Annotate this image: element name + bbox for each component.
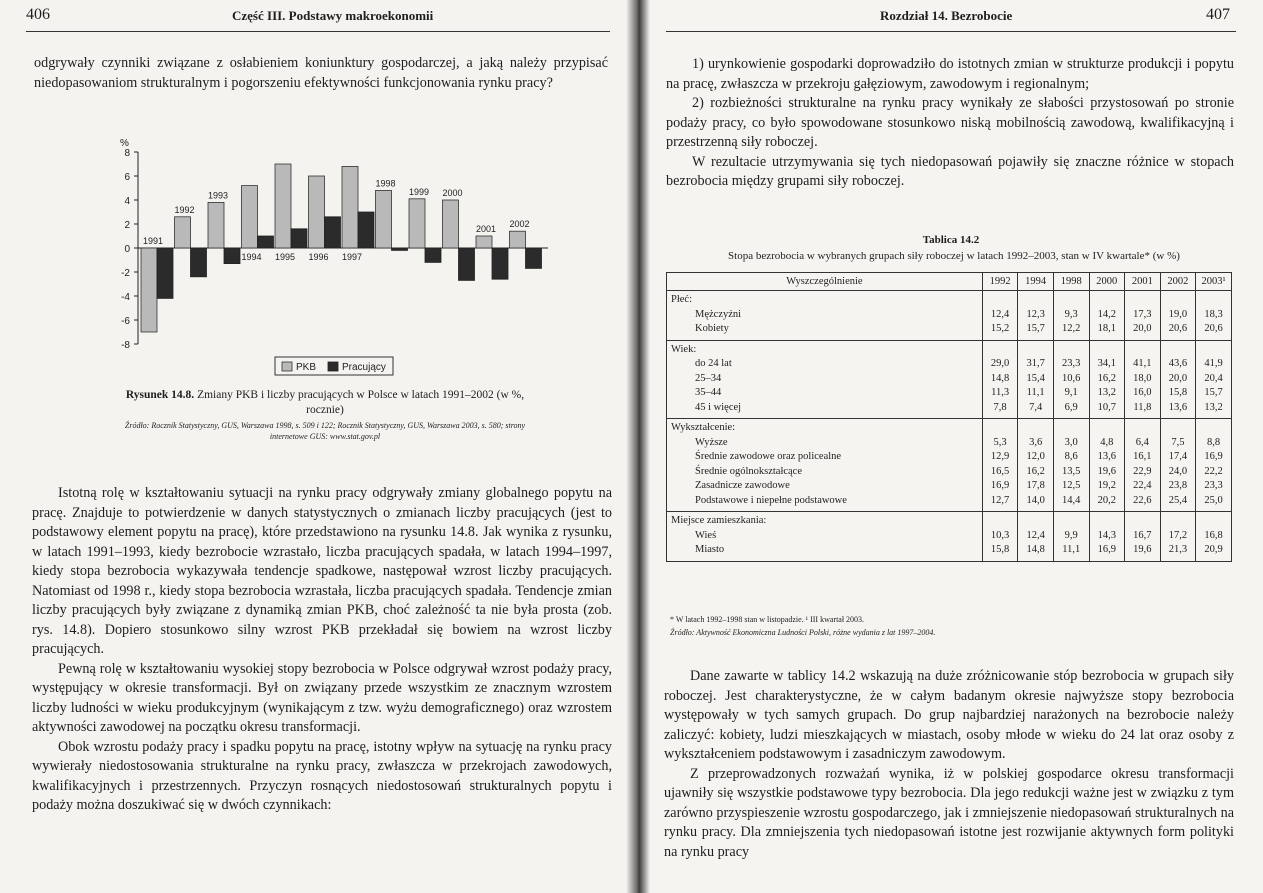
bar-pkb [476, 236, 492, 248]
value-cell [1053, 340, 1089, 419]
cell-value: 7,4 [1029, 401, 1043, 413]
column-header: 1992 [982, 273, 1018, 291]
bar-pkb [275, 164, 291, 248]
row-label: Miasto [695, 544, 725, 555]
row-label: Mężczyźni [695, 308, 742, 320]
cell-value: 9,3 [1064, 308, 1078, 320]
cell-value: 18,0 [1133, 372, 1152, 384]
y-tick-label: -8 [121, 340, 130, 351]
value-cell [1125, 512, 1161, 562]
cell-value: 9,9 [1064, 529, 1078, 541]
group-title: Wykształcenie: [671, 422, 736, 433]
cell-value: 14,0 [1026, 494, 1045, 506]
cell-value: 11,1 [1026, 387, 1045, 398]
cell-value: 12,4 [1026, 529, 1045, 541]
column-header: 1998 [1053, 273, 1089, 291]
cell-value: 16,5 [990, 465, 1010, 477]
cell-value: 14,3 [1097, 529, 1116, 541]
cell-value: 25,4 [1168, 494, 1188, 506]
paragraph: Z przeprowadzonych rozważań wynika, iż w polskiej gospodarce okresu transformacji ujawniły się wszystkie podstawowe typy bezrobocia. Dla jego redukcji ważne jest w związku z tym zarówno przyspieszenie wzrostu gospodarczego, jak i zmniejszenie niedopasowań strukturalnych na rynku pracy. Dla zmniejszenia tych niedopasowań istotne jest rozwijanie aktywnych form polityki na rynku pracy [664, 765, 1234, 860]
cell-value: 17,2 [1168, 529, 1188, 541]
value-cell [1053, 512, 1089, 562]
cell-value: 15,7 [1026, 323, 1045, 334]
figure-caption-label: Rysunek 14.8. [125, 389, 195, 401]
row-label: Wyższe [695, 436, 728, 448]
cell-value: 13,2 [1204, 401, 1223, 413]
list-item: 2) rozbieżności strukturalne na rynku pracy wynikały ze słabości przystosowań po stronie podaży pracy, co było spowodowane stosunkowo niską mobilnością zawodową, kwalifikacyjną i przestrzenną siły roboczej. [666, 95, 1234, 150]
legend-label-pkb: PKB [296, 362, 317, 373]
bar-category-label: 1992 [174, 204, 195, 215]
cell-value: 19,0 [1168, 308, 1188, 320]
cell-value: 11,8 [1133, 401, 1152, 413]
bar-category-label: 1991 [143, 236, 164, 246]
legend-swatch-pkb [282, 362, 292, 371]
cell-value: 15,8 [1168, 387, 1188, 398]
column-header: 2002 [1160, 273, 1196, 291]
row-label: Średnie zawodowe oraz policealne [695, 451, 842, 462]
list-block [666, 55, 1234, 192]
bar-pkb [175, 217, 191, 248]
book-gutter-shadow [626, 0, 650, 893]
cell-value: 5,3 [993, 436, 1007, 448]
cell-value: 3,6 [1029, 436, 1043, 448]
cell-value: 17,3 [1133, 308, 1152, 320]
cell-value: 8,8 [1207, 436, 1221, 448]
value-cell [1160, 419, 1196, 512]
cell-value: 31,7 [1026, 358, 1045, 369]
y-tick-label: -4 [121, 292, 130, 303]
value-cell [1160, 340, 1196, 419]
bar-pkb [242, 186, 258, 248]
cell-value: 13,5 [1062, 465, 1081, 477]
cell-value: 18,3 [1204, 308, 1223, 320]
value-cell [1160, 512, 1196, 562]
cell-value: 4,8 [1100, 436, 1114, 448]
cell-value: 41,9 [1204, 358, 1223, 369]
cell-value: 16,0 [1133, 387, 1152, 398]
cell-value: 12,4 [990, 308, 1010, 320]
header-rule [26, 31, 610, 32]
column-header: 2001 [1125, 273, 1161, 291]
value-cell [1196, 512, 1232, 562]
paragraph: Obok wzrostu podaży pracy i spadku popytu na pracę, istotny wpływ na sytuację na rynku pracy wywierały niedostosowania strukturalne na rynku pracy, zwłaszcza w przekrojach zawodowych, kwalifikacyjnych i przestrzennych. Przyczyn rosnących niedostosowań strukturalnych popytu i podaży można doszukiwać się w dwóch czynnikach: [32, 738, 612, 813]
cell-value: 14,8 [990, 372, 1010, 384]
value-cell [982, 340, 1018, 419]
group-labels [667, 340, 983, 419]
table-row-group [667, 512, 1232, 562]
column-header: 1994 [1018, 273, 1054, 291]
bar-pracujacy [258, 236, 274, 248]
cell-value: 25,0 [1204, 494, 1223, 506]
legend-swatch-pracujacy [328, 362, 338, 371]
value-cell [1089, 291, 1125, 341]
cell-value: 14,2 [1097, 308, 1116, 320]
y-tick-label: -6 [121, 316, 130, 327]
value-cell [1018, 512, 1054, 562]
cell-value: 21,3 [1168, 544, 1188, 555]
running-header: Część III. Podstawy makroekonomii [232, 8, 434, 23]
bar-pkb [443, 200, 459, 248]
bar-category-label: 2002 [509, 219, 530, 230]
cell-value: 29,0 [990, 358, 1010, 369]
cell-value: 16,7 [1133, 529, 1152, 541]
y-tick-label: 8 [124, 148, 130, 159]
figure-caption [110, 388, 540, 418]
cell-value: 16,9 [1204, 451, 1223, 462]
value-cell [1196, 419, 1232, 512]
cell-value: 15,4 [1026, 372, 1045, 384]
y-tick-label: 4 [124, 196, 130, 207]
cell-value: 11,1 [1062, 544, 1081, 555]
cell-value: 12,0 [1026, 451, 1045, 462]
cell-value: 34,1 [1097, 358, 1116, 369]
row-label: Średnie ogólnokształcące [695, 465, 802, 477]
value-cell [1089, 419, 1125, 512]
header-rule [666, 31, 1236, 32]
cell-value: 23,3 [1062, 358, 1081, 369]
paragraph: Pewną rolę w kształtowaniu wysokiej stopy bezrobocia w Polsce odgrywał wzrost podaży pracy, występujący w okresie transformacji. Był on związany przede wszystkim ze znacznym wzrostem liczby ludności w wieku produkcyjnym (wynikającym z tzw. wyżu demograficznego) oraz wzrostem aktywności zawodowej na początku okresu transformacji. [32, 660, 612, 735]
cell-value: 13,2 [1097, 387, 1116, 398]
cell-value: 19,2 [1097, 480, 1116, 491]
cell-value: 6,4 [1135, 436, 1149, 448]
cell-value: 6,9 [1064, 401, 1078, 413]
cell-value: 20,4 [1204, 372, 1223, 384]
cell-value: 13,6 [1168, 401, 1188, 413]
cell-value: 17,8 [1026, 480, 1045, 491]
bar-pkb [208, 202, 224, 248]
value-cell [1089, 340, 1125, 419]
cell-value: 14,4 [1062, 494, 1081, 506]
cell-value: 16,2 [1026, 465, 1045, 477]
cell-value: 12,5 [1062, 480, 1081, 491]
bar-pkb [141, 248, 157, 332]
bar-pracujacy [224, 248, 240, 264]
bar-category-label: 2000 [442, 188, 463, 198]
value-cell [1125, 419, 1161, 512]
value-cell [982, 291, 1018, 341]
paragraph: odgrywały czynniki związane z osłabieniem koniunktury gospodarczej, a jaką należy przypisać niedopasowaniom strukturalnym i pogorszeniu efektywności funkcjonowania rynku pracy? [34, 55, 608, 91]
y-tick-label: 2 [124, 220, 130, 231]
cell-value: 16,1 [1133, 451, 1152, 462]
table-label: Tablica 14.2 [922, 234, 980, 246]
table-row-group [667, 340, 1232, 419]
bar-pracujacy [191, 248, 207, 277]
row-label: Kobiety [695, 323, 729, 334]
figure-caption-text: Zmiany PKB i liczby pracujących w Polsce w latach 1991–2002 (w %, rocznie) [197, 389, 525, 416]
bar-category-label: 2001 [476, 224, 497, 234]
cell-value: 11,3 [991, 387, 1010, 398]
group-title: Wiek: [671, 343, 697, 355]
value-cell [1160, 291, 1196, 341]
group-labels [667, 291, 983, 341]
cell-value: 43,6 [1168, 358, 1188, 369]
cell-value: 16,2 [1097, 372, 1116, 384]
y-tick-label: 0 [124, 244, 130, 255]
bar-category-label: 1994 [241, 252, 262, 262]
table-row-group [667, 291, 1232, 341]
bar-category-label: 1993 [208, 190, 229, 201]
cell-value: 15,2 [990, 323, 1010, 334]
cell-value: 22,9 [1133, 465, 1152, 477]
cell-value: 41,1 [1133, 358, 1152, 369]
body-text [664, 667, 1234, 862]
table-footnote: * W latach 1992–1998 stan w listopadzie. ¹ III kwartał 2003. [670, 615, 865, 624]
cell-value: 22,4 [1133, 480, 1152, 491]
bar-pkb [409, 199, 425, 248]
cell-value: 16,9 [1097, 544, 1116, 555]
bar-pkb [309, 176, 325, 248]
bar-pracujacy [358, 212, 374, 248]
value-cell [1018, 291, 1054, 341]
cell-value: 9,1 [1064, 387, 1078, 398]
cell-value: 24,0 [1168, 465, 1188, 477]
bar-category-label: 1999 [409, 186, 430, 197]
bar-pkb [376, 190, 392, 248]
cell-value: 20,6 [1204, 323, 1223, 334]
column-header: 2003¹ [1196, 273, 1232, 291]
cell-value: 7,8 [993, 401, 1007, 413]
group-title: Płeć: [671, 294, 692, 305]
bar-pracujacy [459, 248, 475, 280]
value-cell [1196, 291, 1232, 341]
cell-value: 12,7 [990, 494, 1010, 506]
intro-paragraph [34, 54, 608, 93]
y-axis-unit: % [120, 138, 129, 149]
cell-value: 12,2 [1062, 323, 1081, 334]
cell-value: 16,8 [1204, 529, 1223, 541]
figure-source: Źródło: Rocznik Statystyczny, GUS, Warszawa 1998, s. 509 i 122; Rocznik Statystyczny, GUS, Warszawa 2003, s. 580; strony internetowe GUS: www.stat.gov.pl [124, 421, 526, 441]
cell-value: 7,5 [1171, 436, 1185, 448]
bar-category-label: 1998 [375, 178, 396, 189]
table-header-row [667, 273, 1232, 291]
cell-value: 23,8 [1168, 480, 1188, 491]
running-header: Rozdział 14. Bezrobocie [880, 8, 1013, 23]
cell-value: 23,3 [1204, 480, 1223, 491]
right-page [636, 0, 1263, 893]
cell-value: 16,9 [990, 480, 1010, 491]
column-header: Wyszczególnienie [667, 273, 983, 291]
paragraph: Dane zawarte w tablicy 14.2 wskazują na duże zróżnicowanie stóp bezrobocia w grupach siły roboczej. Jest charakterystyczne, że w całym badanym okresie najwyższe stopy bezrobocia występowały w tych samych grupach. Do grup najbardziej narażonych na bezrobocie należy zaliczyć: kobiety, ludzi mieszkających w miastach, osoby młode w wieku do 24 lat oraz osoby z wykształceniem podstawowym i zasadniczym zawodowym. [664, 668, 1234, 762]
table-source: Źródło: Aktywność Ekonomiczna Ludności Polski, różne wydania z lat 1997–2004. [670, 628, 936, 637]
cell-value: 15,8 [990, 544, 1010, 555]
group-labels [667, 419, 983, 512]
cell-value: 20,2 [1097, 494, 1116, 506]
cell-value: 20,0 [1133, 323, 1152, 334]
group-title: Miejsce zamieszkania: [671, 515, 767, 526]
bar-pracujacy [291, 229, 307, 248]
value-cell [1018, 419, 1054, 512]
row-label: Zasadnicze zawodowe [695, 480, 790, 491]
cell-value: 3,0 [1064, 436, 1078, 448]
group-labels [667, 512, 983, 562]
paragraph: Istotną rolę w kształtowaniu sytuacji na rynku pracy odgrywały zmiany globalnego popytu na pracę. Znajduje to potwierdzenie w danych statystycznych o zmianach liczby pracujących (jest to podstawowy element popytu na pracę), które przedstawiono na rysunku 14.8. Jak wynika z rysunku, w latach 1991–1993, kiedy bezrobocie wzrastało, liczba pracujących spadała, w latach 1994–1997, kiedy stopa bezrobocia wykazywała tendencje spadkowe, następował wzrost liczby pracujących. Natomiast od 1998 r., kiedy stopa bezrobocia wzrastała, liczba pracujących spadała. Tendencje zmian liczby pracujących były związane z dynamiką zmian PKB, choć zależność ta nie była prosta (zob. rys. 14.8). Dopiero stosunkowo silny wzrost PKB przekładał się bowiem na wzrost liczby pracujących. [32, 485, 612, 657]
legend-label-pracujacy: Pracujący [342, 362, 386, 373]
value-cell [1089, 512, 1125, 562]
cell-value: 19,6 [1133, 544, 1152, 555]
value-cell [1125, 291, 1161, 341]
row-label: do 24 lat [695, 358, 732, 369]
cell-value: 18,1 [1097, 323, 1116, 334]
bar-pracujacy [325, 217, 341, 248]
bar-pkb [510, 231, 526, 248]
body-text [32, 484, 612, 816]
table-row-group [667, 419, 1232, 512]
unemployment-table [666, 272, 1232, 562]
bar-category-label: 1997 [342, 252, 363, 262]
row-label: 35–44 [695, 387, 722, 398]
cell-value: 14,8 [1026, 544, 1045, 555]
cell-value: 12,3 [1026, 308, 1045, 320]
cell-value: 15,7 [1204, 387, 1223, 398]
bar-pracujacy [492, 248, 508, 279]
bar-pracujacy [157, 248, 173, 298]
bar-chart [100, 132, 570, 380]
y-tick-label: -2 [121, 268, 130, 279]
value-cell [982, 419, 1018, 512]
cell-value: 19,6 [1097, 465, 1116, 477]
column-header: 2000 [1089, 273, 1125, 291]
bar-pracujacy [425, 248, 441, 262]
cell-value: 17,4 [1168, 451, 1188, 462]
cell-value: 22,2 [1204, 465, 1223, 477]
y-tick-label: 6 [124, 172, 130, 183]
cell-value: 22,6 [1133, 494, 1152, 506]
value-cell [1053, 291, 1089, 341]
value-cell [982, 512, 1018, 562]
page-number: 407 [1206, 6, 1230, 23]
bar-category-label: 1995 [275, 252, 296, 262]
cell-value: 13,6 [1097, 451, 1116, 462]
bar-pkb [342, 166, 358, 248]
cell-value: 20,6 [1168, 323, 1188, 334]
row-label: Podstawowe i niepełne podstawowe [695, 494, 847, 506]
bar-pracujacy [526, 248, 542, 268]
bar-pracujacy [392, 248, 408, 250]
cell-value: 10,3 [990, 529, 1010, 541]
value-cell [1053, 419, 1089, 512]
cell-value: 10,6 [1062, 372, 1081, 384]
bar-category-label: 1996 [308, 252, 329, 262]
cell-value: 20,0 [1168, 372, 1188, 384]
row-label: 45 i więcej [695, 401, 742, 413]
cell-value: 12,9 [990, 451, 1010, 462]
cell-value: 10,7 [1097, 401, 1116, 413]
page-number: 406 [26, 6, 50, 23]
figure [100, 132, 570, 380]
row-label: Wieś [695, 529, 717, 541]
table-title: Stopa bezrobocia w wybranych grupach siły roboczej w latach 1992–2003, stan w IV kwartale* (w %) [728, 250, 1180, 262]
value-cell [1196, 340, 1232, 419]
cell-value: 20,9 [1204, 544, 1223, 555]
value-cell [1018, 340, 1054, 419]
value-cell [1125, 340, 1161, 419]
list-item: 1) urynkowienie gospodarki doprowadziło do istotnych zmian w strukturze produkcji i popytu na pracę, zwłaszcza w przekroju gałęziowym, zawodowym i regionalnym; [666, 56, 1234, 92]
row-label: 25–34 [695, 372, 722, 384]
cell-value: 8,6 [1064, 451, 1078, 462]
paragraph: W rezultacie utrzymywania się tych niedopasowań pojawiły się znaczne różnice w stopach bezrobocia między grupami siły roboczej. [666, 153, 1234, 189]
